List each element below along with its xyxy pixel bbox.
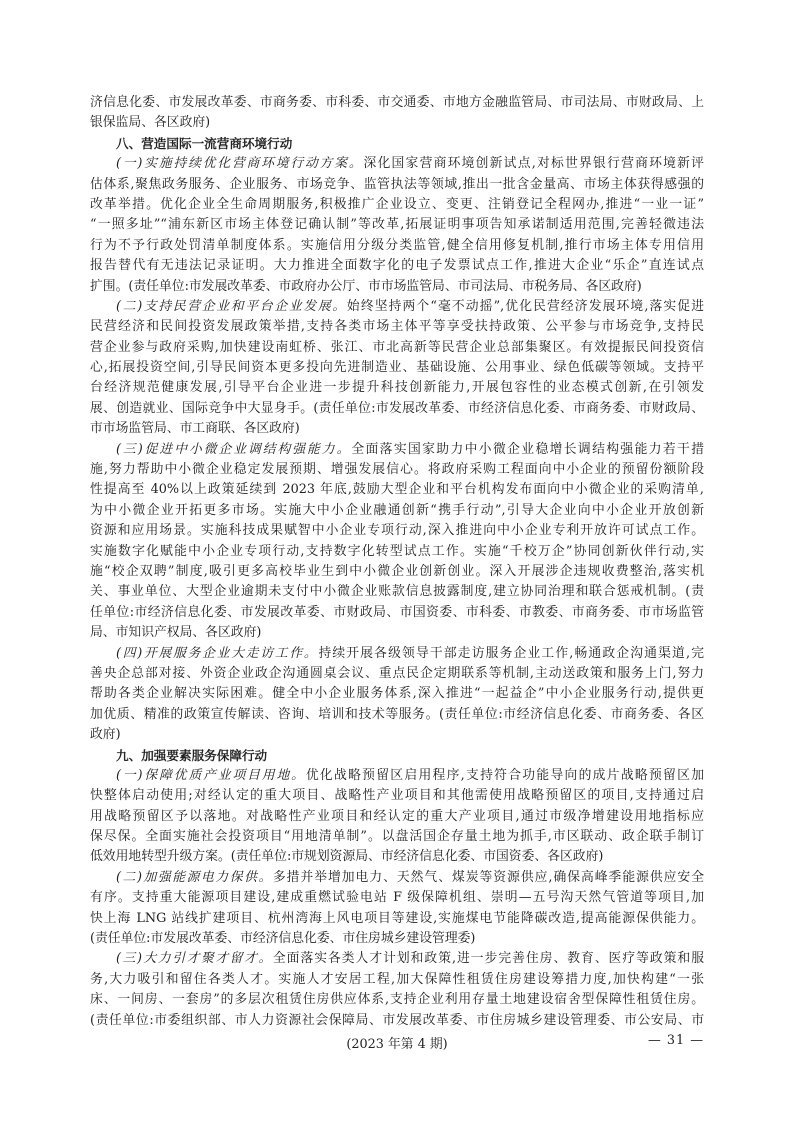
- line-text: 性提高至 40%以上政策延续到 2023 年底,鼓励大型企业和平台机构发布面向中小微企业的采购清单,: [90, 482, 704, 498]
- paragraph: [90, 440, 704, 644]
- paragraph: [90, 949, 704, 1031]
- text-line: [90, 909, 704, 929]
- line-text: 加优质、精准的政策宣传解读、咨询、培训和技术等服务。(责任单位:市经济信息化委、市商务委、各区: [90, 706, 704, 722]
- line-text: 施,努力帮助中小微企业稳定发展预期、增强发展信心。将政府采购工程面向中小企业的预留份额阶段: [90, 462, 704, 478]
- issue-label: (2023 年第 4 期): [346, 1037, 448, 1052]
- line-text: 用战略预留区予以落地。对战略性产业项目和经认定的重大产业项目,通过市级净增建设用地指标应: [90, 808, 704, 824]
- line-text: 心,拓展投资空间,引导民间资本更多投向先进制造业、基础设施、公用事业、绿色低碳等领域。支持平: [90, 360, 704, 376]
- line-text: 全面落实各类人才计划和政策,进一步完善住房、教育、医疗等政策和服: [272, 951, 704, 967]
- text-line: [90, 725, 704, 745]
- line-text: 施“校企双聘”制度,吸引更多高校毕业生到中小微企业创新创业。深入开展涉企违规收费整治,落实机: [90, 563, 704, 579]
- text-line: [90, 175, 704, 195]
- text-line: [90, 236, 704, 256]
- line-text: 展、创造就业、国际竞争中大显身手。(责任单位:市发展改革委、市经济信息化委、市商务委、市财政局、: [90, 400, 704, 416]
- subsection-title: (四)开展服务企业大走访工作。: [116, 645, 319, 661]
- line-text: 为中小微企业开拓更多市场。实施大中小企业融通创新“携手行动”,引导大企业向中小企业开放创新: [90, 502, 704, 518]
- text-line: [90, 766, 704, 786]
- document-body: [90, 93, 704, 1031]
- text-line: [90, 277, 704, 297]
- subsection-title: (二)加强能源电力保供。: [116, 869, 273, 885]
- text-line: [90, 215, 704, 235]
- line-text: 全面落实国家助力中小微企业稳增长调结构强能力若干措: [351, 441, 704, 457]
- line-text: 台经济规范健康发展,引导平台企业进一步提升科技创新能力,开展包容性的业态模式创新,在引领发: [90, 380, 704, 396]
- line-text: 保尽保。全面实施社会投资项目“用地清单制”。以盘活国企存量土地为抓手,市区联动、政企联手制订: [90, 829, 704, 845]
- line-text: 局、市知识产权局、各区政府): [90, 625, 262, 641]
- paragraph: [90, 766, 704, 868]
- line-text: 深化国家营商环境创新试点,对标世界银行营商环境新评: [363, 156, 704, 172]
- paragraph: [90, 297, 704, 440]
- text-line: [90, 154, 704, 174]
- text-line: [90, 705, 704, 725]
- text-line: [90, 1011, 704, 1031]
- text-line: [90, 562, 704, 582]
- text-line: [90, 684, 704, 704]
- line-text: 床、一间房、一套房”的多层次租赁住房供应体系,支持企业利用存量土地建设宿舍型保障性租赁住房。: [90, 992, 704, 1008]
- text-line: [90, 480, 704, 500]
- text-line: [90, 990, 704, 1010]
- paragraph: [90, 154, 704, 297]
- text-line: [90, 644, 704, 664]
- heading-text: [90, 134, 704, 154]
- line-text: 民营经济和民间投资发展政策举措,支持各类市场主体平等享受扶持政策、公平参与市场竞争,支持民: [90, 319, 704, 335]
- line-text: “一照多址”“浦东新区市场主体登记确认制”等改革,拓展证明事项告知承诺制适用范围,完善轻微违法: [90, 217, 704, 233]
- line-text: 市市场监管局、市工商联、各区政府): [90, 421, 300, 437]
- line-text: 始终坚持两个“毫不动摇”,优化民营经济发展环境,落实促进: [346, 298, 704, 314]
- line-text: 营企业参与政府采购,加快建设南虹桥、张江、市北高新等民营企业总部集聚区。有效提振民间投资信: [90, 339, 704, 355]
- text-line: [90, 419, 704, 439]
- text-line: [90, 195, 704, 215]
- heading-text: [90, 746, 704, 766]
- text-line: [90, 93, 704, 113]
- line-text: (责任单位:市发展改革委、市经济信息化委、市住房城乡建设管理委): [90, 931, 476, 947]
- line-text: 关、事业单位、大型企业逾期未支付中小微企业账款信息披露制度,建立协同治理和联合惩戒机制。(责: [90, 584, 704, 600]
- text-line: [90, 929, 704, 949]
- text-line: [90, 113, 704, 133]
- text-line: [90, 460, 704, 480]
- line-text: 银保监局、各区政府): [90, 115, 211, 131]
- text-line: [90, 440, 704, 460]
- paragraph: [90, 644, 704, 746]
- line-text: 报告替代有无违法记录证明。大力推进全面数字化的电子发票试点工作,推进大企业“乐企”直连试点: [90, 258, 704, 274]
- line-text: 优化战略预留区启用程序,支持符合功能导向的成片战略预留区加: [305, 767, 704, 783]
- text-line: [90, 603, 704, 623]
- text-line: [90, 827, 704, 847]
- line-text: 改革举措。优化企业全生命周期服务,积极推广企业设立、变更、注销登记全程网办,推进“一业一证”: [90, 196, 704, 212]
- page-footer: [90, 1033, 704, 1053]
- line-text: 扩围。(责任单位:市发展改革委、市政府办公厅、市市场监管局、市司法局、市税务局、各区政府): [90, 278, 642, 294]
- text-line: [90, 807, 704, 827]
- text-line: [90, 786, 704, 806]
- line-text: (责任单位:市委组织部、市人力资源社会保障局、市发展改革委、市住房城乡建设管理委、市公安局、市: [90, 1012, 704, 1028]
- text-line: [90, 542, 704, 562]
- text-line: [90, 317, 704, 337]
- line-text: 帮助各类企业解决实际困难。健全中小企业服务体系,深入推进“一起益企”中小企业服务行动,提供更: [90, 686, 704, 702]
- line-text: 多措并举增加电力、天然气、煤炭等资源供应,确保高峰季能源供应安全: [272, 869, 704, 885]
- line-text: 务,大力吸引和留住各类人才。实施人才安居工程,加大保障性租赁住房建设筹措力度,加快构建“一张: [90, 971, 704, 987]
- line-text: 持续开展各级领导干部走访服务企业工作,畅通政企沟通渠道,完: [318, 645, 704, 661]
- text-line: [90, 358, 704, 378]
- line-text: 估体系,聚焦政务服务、企业服务、市场竞争、监管执法等领域,推出一批含金量高、市场主体获得感强的: [90, 176, 704, 192]
- paragraph: [90, 868, 704, 950]
- line-text: 善央企总部对接、外资企业政企沟通圆桌会议、重点民企定期联系等机制,主动送政策和服务上门,努力: [90, 665, 704, 681]
- text-line: [90, 888, 704, 908]
- text-line: [90, 623, 704, 643]
- text-line: [90, 582, 704, 602]
- line-text: 政府): [90, 727, 121, 743]
- line-text: 实施数字化赋能中小企业专项行动,支持数字化转型试点工作。实施“千校万企”协同创新伙伴行动,实: [90, 543, 704, 559]
- line-text: 资源和应用场景。实施科技成果赋智中小企业专项行动,深入推进向中小企业专利开放许可试点工作。: [90, 523, 704, 539]
- subsection-title: (三)大力引才聚才留才。: [116, 951, 273, 967]
- subsection-title: (二)支持民营企业和平台企业发展。: [116, 298, 347, 314]
- page-number: — 31 —: [647, 1033, 704, 1048]
- subsection-title: (一)实施持续优化营商环境行动方案。: [116, 156, 364, 172]
- text-line: [90, 664, 704, 684]
- text-line: [90, 949, 704, 969]
- line-text: 任单位:市经济信息化委、市发展改革委、市财政局、市国资委、市科委、市教委、市商务委、市市场监管: [90, 604, 704, 620]
- text-line: [90, 868, 704, 888]
- subsection-title: (一)保障优质产业项目用地。: [116, 767, 306, 783]
- text-line: [90, 501, 704, 521]
- text-line: [90, 338, 704, 358]
- subsection-title: (三)促进中小微企业调结构强能力。: [116, 441, 352, 457]
- paragraph: [90, 93, 704, 134]
- text-line: [90, 297, 704, 317]
- text-line: [90, 521, 704, 541]
- line-text: 八、营造国际一流营商环境行动: [116, 135, 293, 151]
- text-line: [90, 378, 704, 398]
- line-text: 快整体启动使用;对经认定的重大项目、战略性产业项目和其他需使用战略预留区的项目,支持通过启: [90, 788, 704, 804]
- text-line: [90, 256, 704, 276]
- line-text: 快上海 LNG 站线扩建项目、杭州湾海上风电项目等建设,实施煤电节能降碳改造,提高能源保供能力。: [90, 910, 704, 926]
- line-text: 低效用地转型升级方案。(责任单位:市规划资源局、市经济信息化委、市国资委、各区政府): [90, 849, 604, 865]
- line-text: 行为不予行政处罚清单制度体系。实施信用分级分类监管,健全信用修复机制,推行市场主体专用信用: [90, 237, 704, 253]
- line-text: 有序。支持重大能源项目建设,建成重燃试验电站 F 级保障机组、崇明—五号沟天然气管道等项目,加: [90, 890, 704, 906]
- line-text: 九、加强要素服务保障行动: [116, 747, 268, 763]
- text-line: [90, 847, 704, 867]
- text-line: [90, 970, 704, 990]
- section-heading: [90, 746, 704, 766]
- text-line: [90, 399, 704, 419]
- section-heading: [90, 134, 704, 154]
- line-text: 济信息化委、市发展改革委、市商务委、市科委、市交通委、市地方金融监管局、市司法局、市财政局、上: [90, 95, 704, 110]
